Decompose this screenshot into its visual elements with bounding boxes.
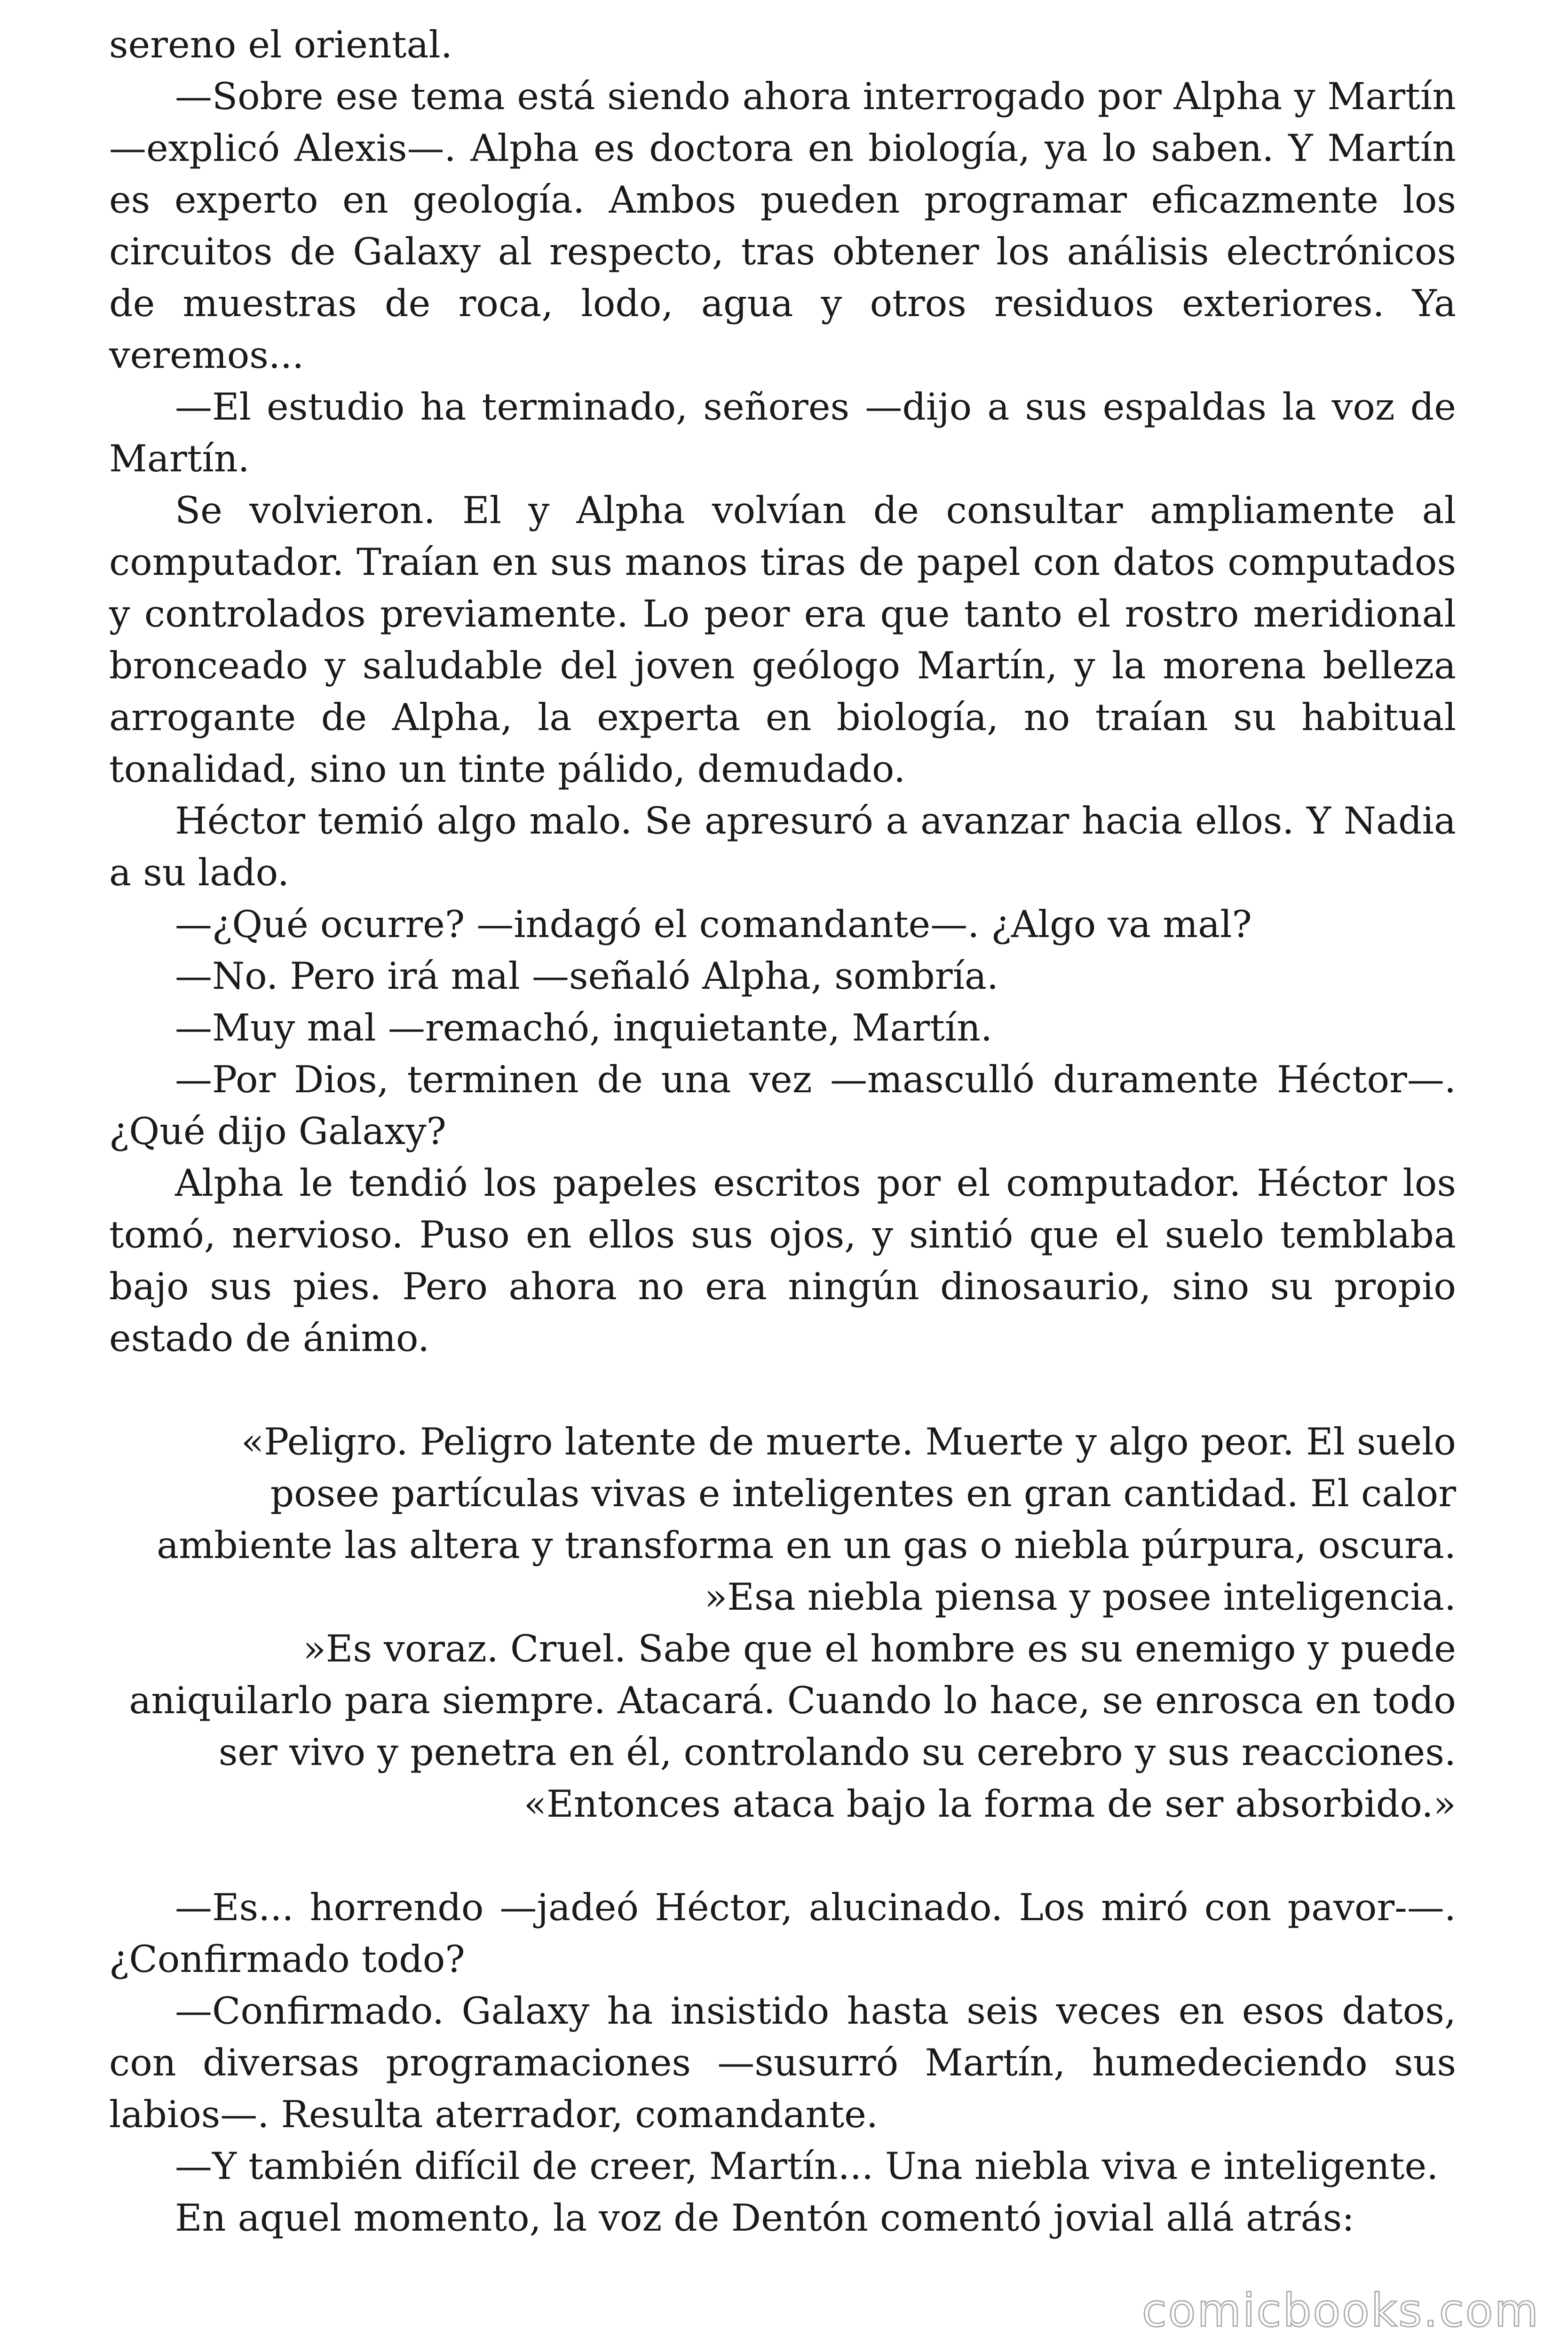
paragraph: —Es... horrendo —jadeó Héctor, alucinado. Los miró con pavor-—. ¿Confirmado todo?: [109, 1886, 1456, 1981]
paragraph: —Muy mal —remachó, inquietante, Martín.: [175, 1006, 993, 1049]
paragraph: —Confirmado. Galaxy ha insistido hasta seis veces en esos datos, con diversas programaciones —susurró Martín, humedeciendo sus labios—. Resulta aterrador, comandante.: [109, 1989, 1456, 2136]
paragraph: Héctor temió algo malo. Se apresuró a avanzar hacia ellos. Y Nadia a su lado.: [109, 799, 1456, 894]
message-line: «Entonces ataca bajo la forma de ser absorbido.»: [523, 1782, 1456, 1826]
paragraph: sereno el oriental.: [109, 23, 452, 66]
watermark-logo: comicbooks.com: [1141, 2284, 1540, 2337]
paragraph: —Por Dios, terminen de una vez —masculló duramente Héctor—. ¿Qué dijo Galaxy?: [109, 1058, 1456, 1153]
message-line: ambiente las altera y transforma en un gas o niebla púrpura, oscura.: [157, 1524, 1456, 1567]
body-text-after: [109, 1882, 1456, 2244]
book-page: [109, 19, 1456, 2244]
paragraph: —El estudio ha terminado, señores —dijo a sus espaldas la voz de Martín.: [109, 385, 1456, 480]
message-line: aniquilarlo para siempre. Atacará. Cuando lo hace, se enrosca en todo: [129, 1679, 1456, 1722]
paragraph: Se volvieron. El y Alpha volvían de consultar ampliamente al computador. Traían en sus manos tiras de papel con datos computados y controlados previamente. Lo peor era que tanto el rostro meridional bronceado y saludable del joven geólogo Martín, y la morena belleza arrogante de Alpha, la experta en biología, no traían su habitual tonalidad, sino un tinte pálido, demudado.: [109, 489, 1456, 791]
paragraph: —No. Pero irá mal —señaló Alpha, sombría.: [175, 954, 999, 998]
paragraph: Alpha le tendió los papeles escritos por el computador. Héctor los tomó, nervioso. Puso en ellos sus ojos, y sintió que el suelo temblaba bajo sus pies. Pero ahora no era ningún dinosaurio, sino su propio estado de ánimo.: [109, 1161, 1456, 1360]
body-text-before: [109, 19, 1456, 1364]
paragraph: —¿Qué ocurre? —indagó el comandante—. ¿Algo va mal?: [175, 903, 1252, 946]
message-line: posee partículas vivas e inteligentes en gran cantidad. El calor: [270, 1472, 1456, 1515]
computer-message-block: [109, 1416, 1456, 1830]
paragraph: —Sobre ese tema está siendo ahora interrogado por Alpha y Martín —explicó Alexis—. Alpha es doctora en biología, ya lo saben. Y Martín es experto en geología. Ambos pueden programar eficazmente los circuitos de Galaxy al respecto, tras obtener los análisis electrónicos de muestras de roca, lodo, agua y otros residuos exteriores. Ya veremos...: [109, 75, 1456, 377]
message-line: »Es voraz. Cruel. Sabe que el hombre es su enemigo y puede: [303, 1627, 1456, 1670]
message-line: «Peligro. Peligro latente de muerte. Muerte y algo peor. El suelo: [241, 1420, 1456, 1463]
paragraph: En aquel momento, la voz de Dentón comentó jovial allá atrás:: [175, 2196, 1354, 2240]
message-line: »Esa niebla piensa y posee inteligencia.: [704, 1575, 1456, 1619]
message-line: ser vivo y penetra en él, controlando su cerebro y sus reacciones.: [218, 1731, 1456, 1774]
paragraph: —Y también difícil de creer, Martín... Una niebla viva e inteligente.: [175, 2145, 1439, 2188]
